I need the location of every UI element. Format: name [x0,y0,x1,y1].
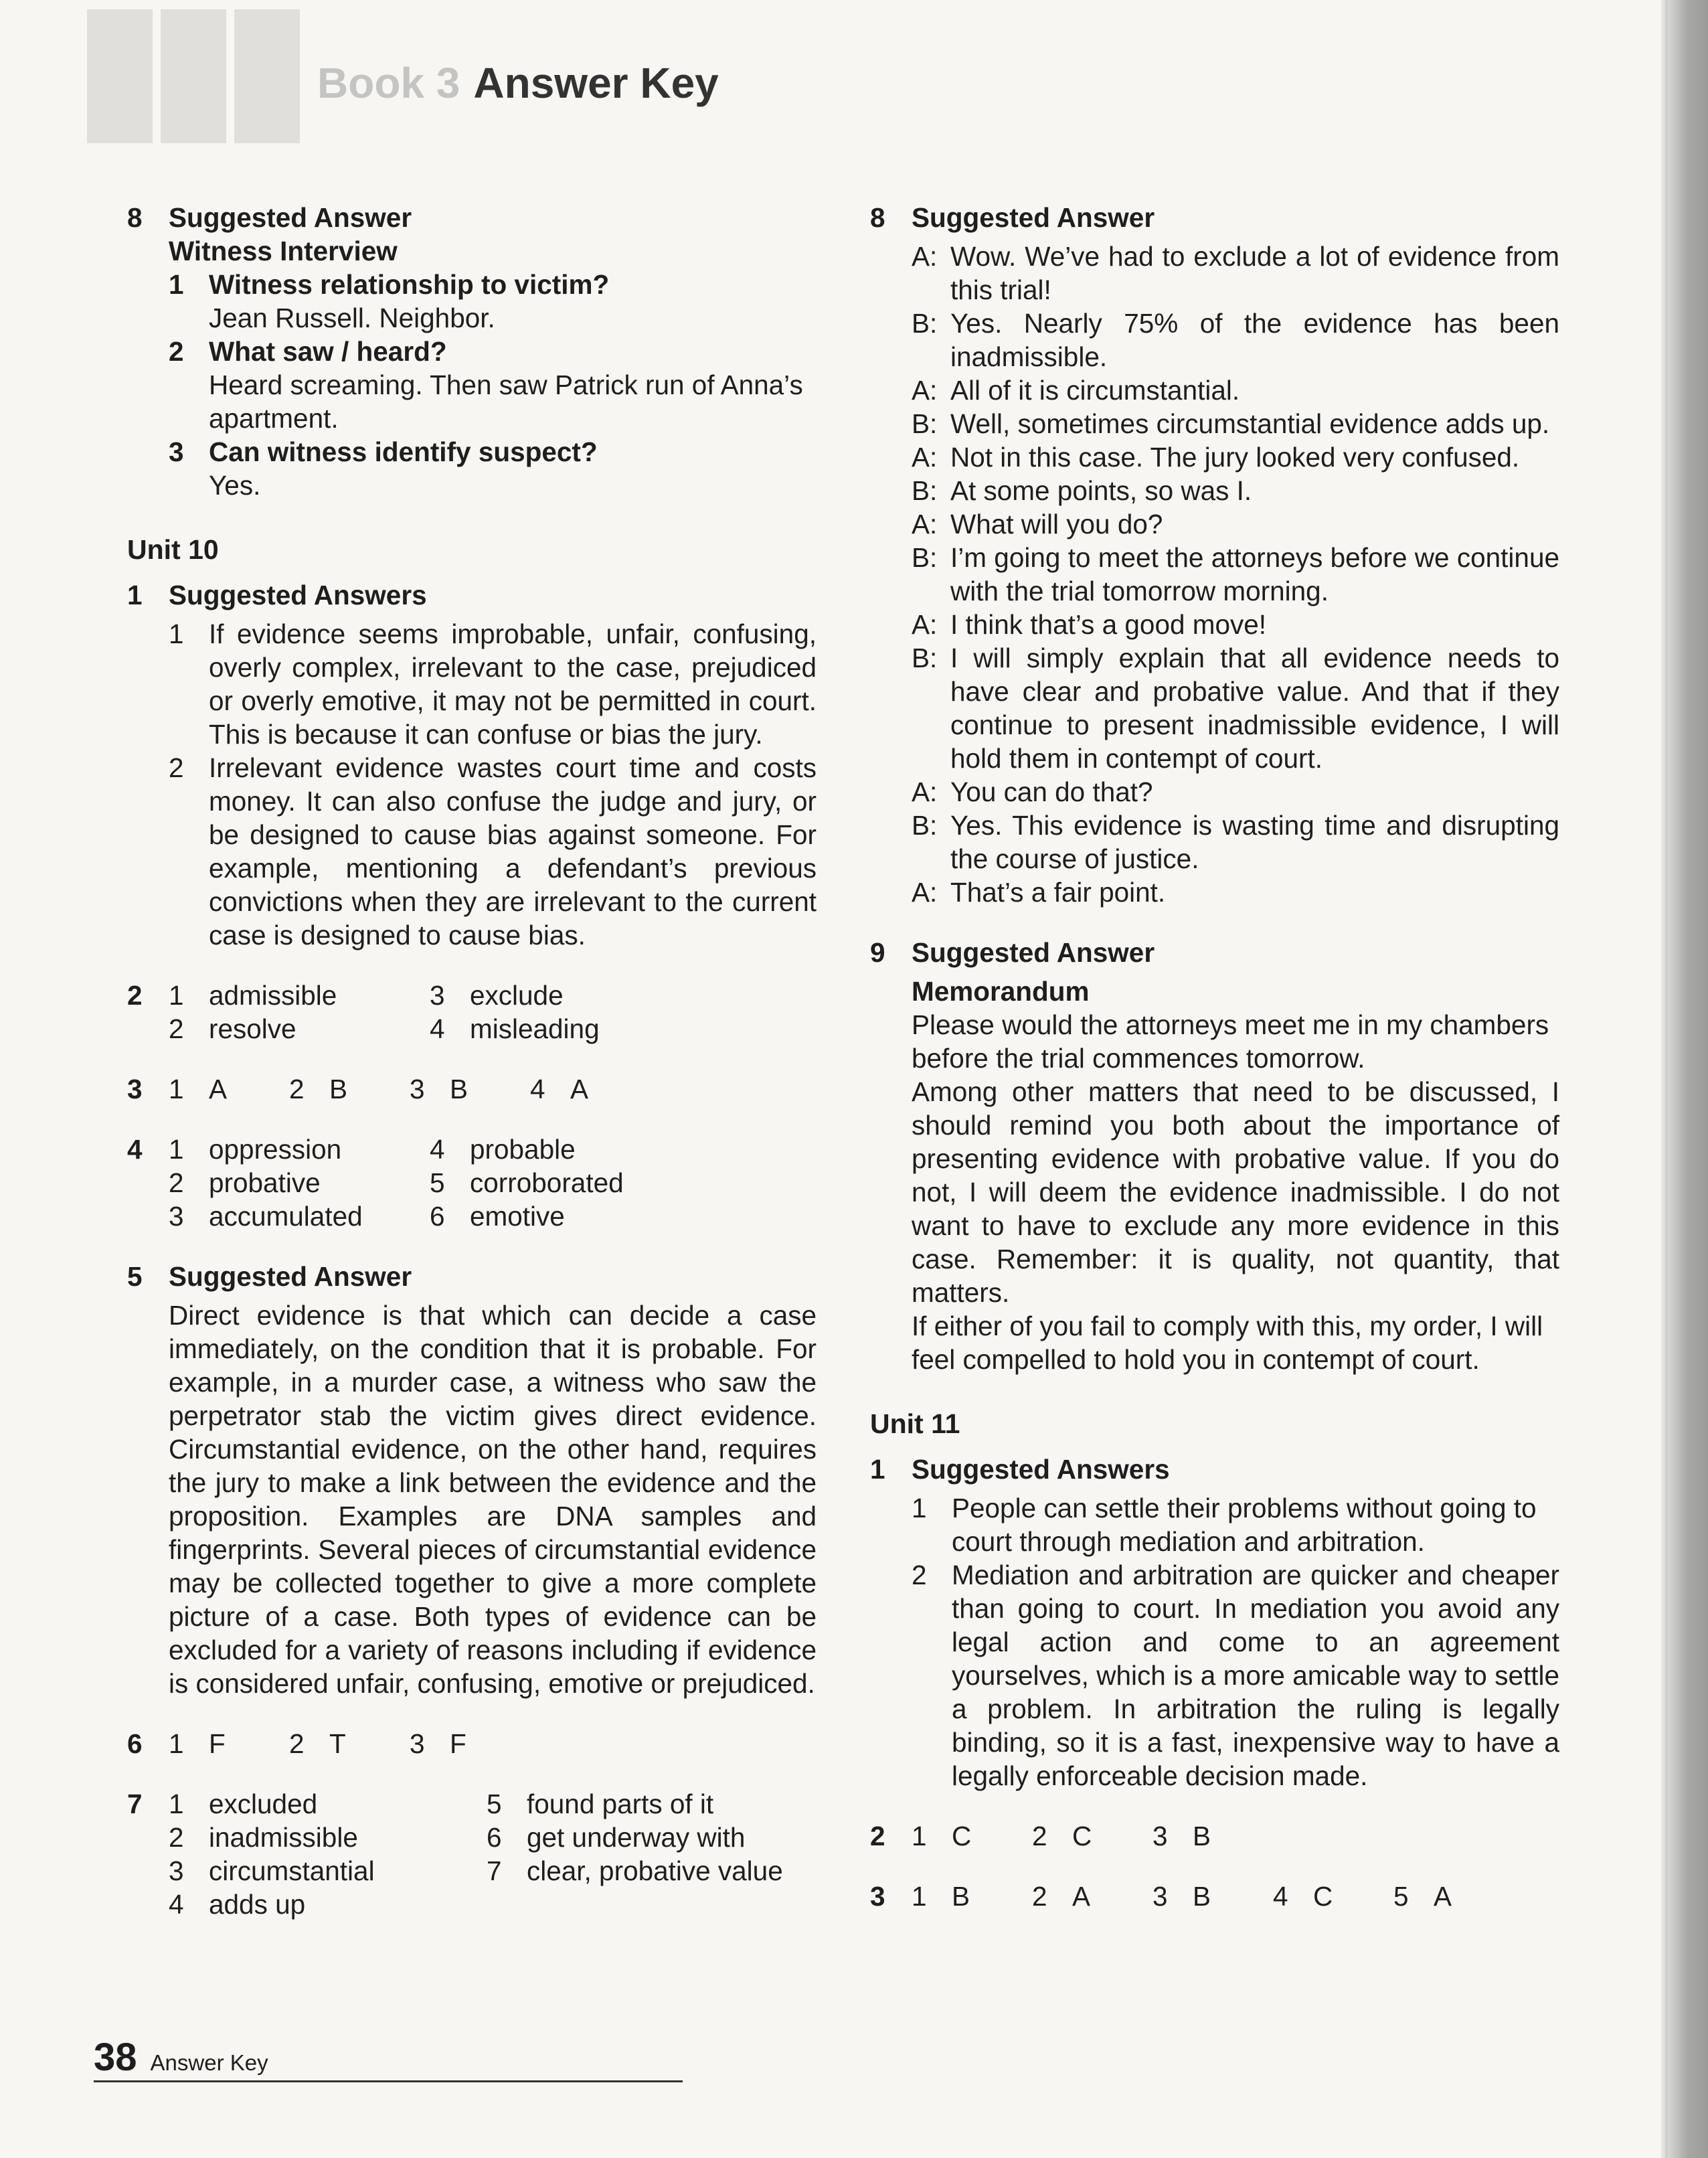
item-number: 3 [410,1728,425,1759]
exercise-number: 1 [127,580,143,610]
answer-word: inadmissible [209,1822,358,1853]
item-number: 1 [169,1728,184,1759]
speaker-label: B: [912,542,938,573]
dialogue-text: Yes. This evidence is wasting time and disrupting the course of justice. [950,810,1559,874]
header-block [87,9,153,143]
item-number: 3 [410,1074,425,1104]
unit-heading: Unit 10 [127,534,219,565]
exercise-8-dialogue [870,201,1559,909]
footer-rule [94,2080,683,2082]
list-item [169,751,817,952]
list-item [169,435,817,502]
item-number: 4 [169,1889,184,1920]
answer-word: oppression [209,1134,342,1165]
answer-word: accumulated [209,1201,363,1232]
dialogue-line [912,775,1559,809]
exercise-number: 8 [127,202,143,233]
item-number: 2 [169,752,184,783]
header-block [161,9,226,143]
item-number: 4 [430,1013,445,1044]
memo-paragraph: If either of you fail to comply with this, my order, I will feel compelled to hold you in contempt of court. [912,1311,1543,1375]
dialogue-text: You can do that? [950,776,1153,807]
answer-paragraph: Direct evidence is that which can decide a case immediately, on the condition that it is probable. For example, in a murder case, a witness who saw the perpetrator stab the victim gives direct evidence. Circumstantial evidence, on the other hand, requires the jury to make a link between the evidence and the proposition. Examples are DNA samples and fingerprints. Several pieces of circumstantial evidence may be collected together to give a more complete picture of a case. Both types of evidence can be excluded for a variety of reasons including if evidence is considered unfair, confusing, emotive or prejudiced. [169,1300,817,1699]
item-number: 3 [169,1855,184,1886]
item-number: 2 [169,1013,184,1044]
speaker-label: B: [912,810,938,841]
answer-letter: B [329,1074,348,1104]
speaker-label: B: [912,643,938,673]
dialogue-text: That’s a fair point. [950,877,1166,908]
speaker-label: A: [912,609,938,640]
item-number: 3 [430,980,445,1011]
item-number: 2 [169,336,184,367]
item-number: 2 [1032,1881,1047,1912]
item-number: 1 [912,1493,927,1523]
item-number: 1 [169,1134,184,1165]
item-number: 5 [1393,1881,1409,1912]
answer-word: found parts of it [527,1789,714,1819]
speaker-label: B: [912,475,938,506]
answer-text: Mediation and arbitration are quicker and cheaper than going to court. In mediation you avoid any legal action and come to an agreement yourselves, which is a more amicable way to settle a problem. In arbitration the ruling is legally binding, so it is a fast, inexpensive way to have a legally enforceable decision made. [952,1560,1559,1791]
dialogue-line [912,407,1559,440]
exercise-number: 5 [127,1261,143,1292]
exercise-subheading: Witness Interview [169,236,398,266]
list-item [912,1558,1559,1793]
item-number: 3 [169,436,184,467]
answer-letter: T [329,1728,346,1759]
item-number: 4 [1273,1881,1288,1912]
exercise-number: 3 [127,1074,143,1104]
question: What saw / heard? [209,336,447,367]
unit-heading: Unit 11 [870,1408,960,1439]
exercise-1-unit10 [127,578,817,952]
answer-letter: A [209,1074,228,1104]
dialogue-line [912,240,1559,307]
exercise-2-unit11 [870,1819,1559,1853]
speaker-label: A: [912,776,938,807]
question: Can witness identify suspect? [209,436,598,467]
answer-letter: B [450,1074,468,1104]
exercise-8-witness [127,201,817,502]
exercise-7-unit10 [127,1787,817,1921]
exercise-9-memorandum [870,936,1559,1376]
exercise-1-unit11 [870,1452,1559,1793]
dialogue-text: Yes. Nearly 75% of the evidence has been inadmissible. [950,308,1559,372]
header-decoration [87,9,301,143]
item-number: 1 [912,1881,927,1912]
page-title [317,59,719,107]
speaker-label: A: [912,509,938,540]
dialogue-line [912,809,1559,876]
exercise-number: 2 [870,1821,885,1851]
page-number: 38 [94,2036,137,2079]
answer-word: emotive [470,1201,565,1232]
item-number: 4 [430,1134,445,1165]
item-number: 1 [169,618,184,649]
page-edge-shadow [1661,0,1708,2158]
item-number: 3 [169,1201,184,1232]
dialogue-text: I’m going to meet the attorneys before we continue with the trial tomorrow morning. [950,542,1559,606]
dialogue-line [912,608,1559,641]
item-number: 4 [530,1074,545,1104]
dialogue-line [912,440,1559,474]
book-label: Book 3 [317,59,460,107]
answer-letter: A [570,1074,589,1104]
answer: Heard screaming. Then saw Patrick run of Anna’s apartment. [209,369,803,434]
list-item [169,617,817,751]
item-number: 6 [430,1201,445,1232]
dialogue-line [912,876,1559,909]
answer-letter: B [1193,1821,1211,1851]
speaker-label: A: [912,442,938,473]
exercise-heading: Suggested Answer [169,1261,412,1292]
exercise-2-unit10 [127,979,817,1046]
dialogue-text: Wow. We’ve had to exclude a lot of evidence from this trial! [950,241,1559,305]
exercise-6-unit10 [127,1727,817,1760]
answer-text: Irrelevant evidence wastes court time and costs money. It can also confuse the judge and jury, or be designed to cause bias against someone. For example, mentioning a defendant’s previous convictions when they are irrelevant to the current case is designed to cause bias. [209,752,817,950]
footer-label: Answer Key [150,2050,268,2075]
answer-text: If evidence seems improbable, unfair, confusing, overly complex, irrelevant to the case, prejudiced or overly emotive, it may not be permitted in court. This is because it can confuse or bias the jury. [209,618,817,750]
exercise-number: 7 [127,1789,143,1819]
left-column [127,201,817,1921]
dialogue-line [912,541,1559,608]
item-number: 1 [169,980,184,1011]
answer-word: probable [470,1134,576,1165]
page-edge-line [1665,0,1668,2158]
answer-letter: C [1072,1821,1092,1851]
exercise-subheading: Memorandum [912,976,1090,1007]
exercise-heading: Suggested Answers [169,580,427,610]
item-number: 3 [1152,1821,1168,1851]
item-number: 2 [289,1074,305,1104]
exercise-heading: Suggested Answer [912,202,1155,233]
answer-letter: C [952,1821,972,1851]
memo-paragraph: Please would the attorneys meet me in my chambers before the trial commences tomorrow. [912,1009,1549,1074]
item-number: 1 [169,269,184,300]
answer-word: adds up [209,1889,306,1920]
answer-word: resolve [209,1013,296,1044]
item-number: 5 [430,1167,445,1198]
exercise-4-unit10 [127,1133,817,1233]
dialogue-line [912,474,1559,507]
answer-letter: C [1313,1881,1333,1912]
dialogue-text: At some points, so was I. [950,475,1252,506]
exercise-number: 1 [870,1454,885,1485]
answer-word: circumstantial [209,1855,375,1886]
answer-word: corroborated [470,1167,624,1198]
list-item [912,1491,1559,1558]
dialogue-line [912,307,1559,374]
dialogue-text: All of it is circumstantial. [950,375,1240,406]
item-number: 2 [912,1560,927,1590]
exercise-5-unit10 [127,1260,817,1700]
answer-text: People can settle their problems without going to court through mediation and arbitration. [952,1493,1537,1557]
speaker-label: A: [912,375,938,406]
right-column [870,201,1559,1913]
dialogue-line [912,507,1559,541]
answer: Jean Russell. Neighbor. [209,303,495,333]
exercise-heading: Suggested Answers [912,1454,1170,1485]
speaker-label: B: [912,408,938,439]
item-number: 2 [289,1728,305,1759]
dialogue-text: I think that’s a good move! [950,609,1267,640]
item-number: 6 [487,1822,502,1853]
item-number: 5 [487,1789,502,1819]
list-item [169,335,817,435]
item-number: 3 [1152,1881,1168,1912]
dialogue-line [912,641,1559,775]
exercise-heading: Suggested Answer [912,937,1155,968]
exercise-3-unit11 [870,1880,1559,1913]
item-number: 1 [169,1789,184,1819]
dialogue-text: I will simply explain that all evidence needs to have clear and probative value. And that if they continue to present inadmissible evidence, I will hold them in contempt of court. [950,643,1559,774]
item-number: 7 [487,1855,502,1886]
answer-word: excluded [209,1789,318,1819]
answer-word: get underway with [527,1822,746,1853]
exercise-number: 3 [870,1881,885,1912]
dialogue-text: Well, sometimes circumstantial evidence adds up. [950,408,1550,439]
answer-letter: A [1072,1881,1091,1912]
answer: Yes. [209,470,261,501]
answer-letter: B [1193,1881,1211,1912]
answer-word: probative [209,1167,321,1198]
page-footer [94,2035,268,2080]
memo-paragraph: Among other matters that need to be discussed, I should remind you both about the importance of presenting evidence with probative value. If you do not, I will deem the evidence inadmissible. I do not want to have to exclude any more evidence in this case. Remember: it is quality, not quantity, that matters. [912,1076,1559,1308]
question: Witness relationship to victim? [209,269,610,300]
answer-letter: F [450,1728,466,1759]
exercise-number: 8 [870,202,885,233]
answer-word: clear, probative value [527,1855,783,1886]
answer-letter: F [209,1728,226,1759]
header-block [234,9,300,143]
dialogue-text: What will you do? [950,509,1163,540]
exercise-3-unit10 [127,1072,817,1106]
answer-word: exclude [470,980,564,1011]
list-item [169,268,817,335]
item-number: 1 [912,1821,927,1851]
speaker-label: A: [912,241,938,272]
exercise-number: 6 [127,1728,143,1759]
answer-key-title: Answer Key [473,59,719,107]
dialogue-text: Not in this case. The jury looked very confused. [950,442,1520,473]
exercise-number: 2 [127,980,143,1011]
answer-word: misleading [470,1013,600,1044]
answer-letter: A [1434,1881,1452,1912]
speaker-label: B: [912,308,938,339]
speaker-label: A: [912,877,938,908]
item-number: 2 [169,1822,184,1853]
answer-letter: B [952,1881,970,1912]
item-number: 2 [169,1167,184,1198]
dialogue-line [912,374,1559,407]
exercise-number: 4 [127,1134,143,1165]
exercise-heading: Suggested Answer [169,202,412,233]
dialogue [912,240,1559,909]
exercise-number: 9 [870,937,885,968]
item-number: 1 [169,1074,184,1104]
item-number: 2 [1032,1821,1047,1851]
answer-word: admissible [209,980,337,1011]
